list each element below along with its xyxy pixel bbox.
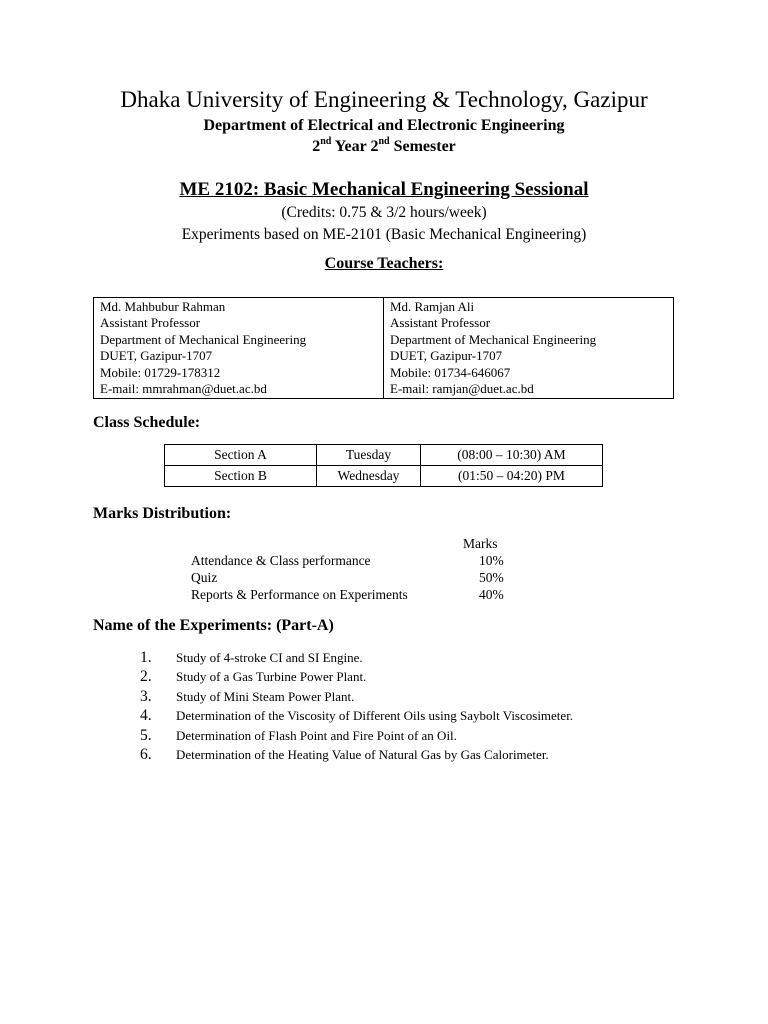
course-teachers-table <box>93 297 674 399</box>
schedule-section: Section A <box>165 445 317 466</box>
course-credits: (Credits: 0.75 & 3/2 hours/week) <box>281 204 487 221</box>
marks-label: Attendance & Class performance <box>191 553 371 568</box>
course-title: ME 2102: Basic Mechanical Engineering Sessional <box>179 179 589 200</box>
schedule-section: Section B <box>165 466 317 487</box>
teacher-card <box>94 298 384 399</box>
course-teachers-heading: Course Teachers: <box>324 255 444 272</box>
year-word: Year <box>334 138 367 155</box>
table-row <box>165 445 603 466</box>
semester-number: 2 <box>370 138 379 155</box>
teacher-email: E-mail: ramjan@duet.ac.bd <box>390 381 534 397</box>
table-row <box>94 298 674 399</box>
year-suffix: nd <box>320 135 332 147</box>
experiment-title: Study of a Gas Turbine Power Plant. <box>176 669 367 684</box>
marks-distribution-heading: Marks Distribution: <box>93 505 232 522</box>
university-name: Dhaka University of Engineering & Technology, Gazipur <box>120 87 648 112</box>
marks-label: Reports & Performance on Experiments <box>191 587 408 602</box>
experiment-title: Determination of Flash Point and Fire Point of an Oil. <box>176 728 457 743</box>
experiment-number: 6. <box>140 746 152 763</box>
table-row <box>165 466 603 487</box>
teacher-mobile: Mobile: 01729-178312 <box>100 364 221 380</box>
experiment-title: Determination of the Viscosity of Different Oils using Saybolt Viscosimeter. <box>176 708 574 723</box>
teacher-name: Md. Ramjan Ali <box>390 299 475 314</box>
list-item <box>0 667 768 687</box>
marks-label: Quiz <box>191 570 218 585</box>
schedule-day: Tuesday <box>317 445 421 466</box>
experiment-number: 3. <box>140 688 152 705</box>
class-schedule-heading: Class Schedule: <box>93 414 201 431</box>
marks-value: 10% <box>479 553 504 568</box>
marks-value: 50% <box>479 570 504 585</box>
semester-word: Semester <box>393 138 456 155</box>
teacher-mobile: Mobile: 01734-646067 <box>390 364 511 380</box>
list-item <box>0 745 768 765</box>
class-schedule-table <box>164 444 603 487</box>
teacher-department: Department of Mechanical Engineering <box>100 331 307 347</box>
experiment-title: Determination of the Heating Value of Natural Gas by Gas Calorimeter. <box>176 747 549 762</box>
year-number: 2 <box>312 138 321 155</box>
experiment-number: 2. <box>140 668 152 685</box>
experiment-number: 1. <box>140 649 152 666</box>
semester-line <box>0 137 768 157</box>
experiment-number: 4. <box>140 707 152 724</box>
schedule-time: (08:00 – 10:30) AM <box>421 445 603 466</box>
experiments-heading: Name of the Experiments: (Part-A) <box>93 617 334 634</box>
experiment-title: Study of 4-stroke CI and SI Engine. <box>176 650 363 665</box>
experiment-number: 5. <box>140 727 152 744</box>
marks-column-header: Marks <box>463 536 498 551</box>
semester-suffix: nd <box>378 135 390 147</box>
teacher-address: DUET, Gazipur-1707 <box>390 348 503 364</box>
list-item <box>0 706 768 726</box>
teacher-card <box>384 298 674 399</box>
list-item <box>0 648 768 668</box>
teacher-address: DUET, Gazipur-1707 <box>100 348 213 364</box>
list-item <box>0 726 768 746</box>
list-item <box>0 687 768 707</box>
schedule-day: Wednesday <box>317 466 421 487</box>
teacher-designation: Assistant Professor <box>100 315 201 331</box>
experiments-based-on: Experiments based on ME-2101 (Basic Mechanical Engineering) <box>181 226 587 243</box>
experiment-title: Study of Mini Steam Power Plant. <box>176 689 355 704</box>
teacher-designation: Assistant Professor <box>390 315 491 331</box>
schedule-time: (01:50 – 04:20) PM <box>421 466 603 487</box>
teacher-department: Department of Mechanical Engineering <box>390 331 597 347</box>
teacher-email: E-mail: mmrahman@duet.ac.bd <box>100 381 267 397</box>
department-name: Department of Electrical and Electronic Engineering <box>203 117 565 134</box>
teacher-name: Md. Mahbubur Rahman <box>100 299 226 314</box>
marks-value: 40% <box>479 587 504 602</box>
